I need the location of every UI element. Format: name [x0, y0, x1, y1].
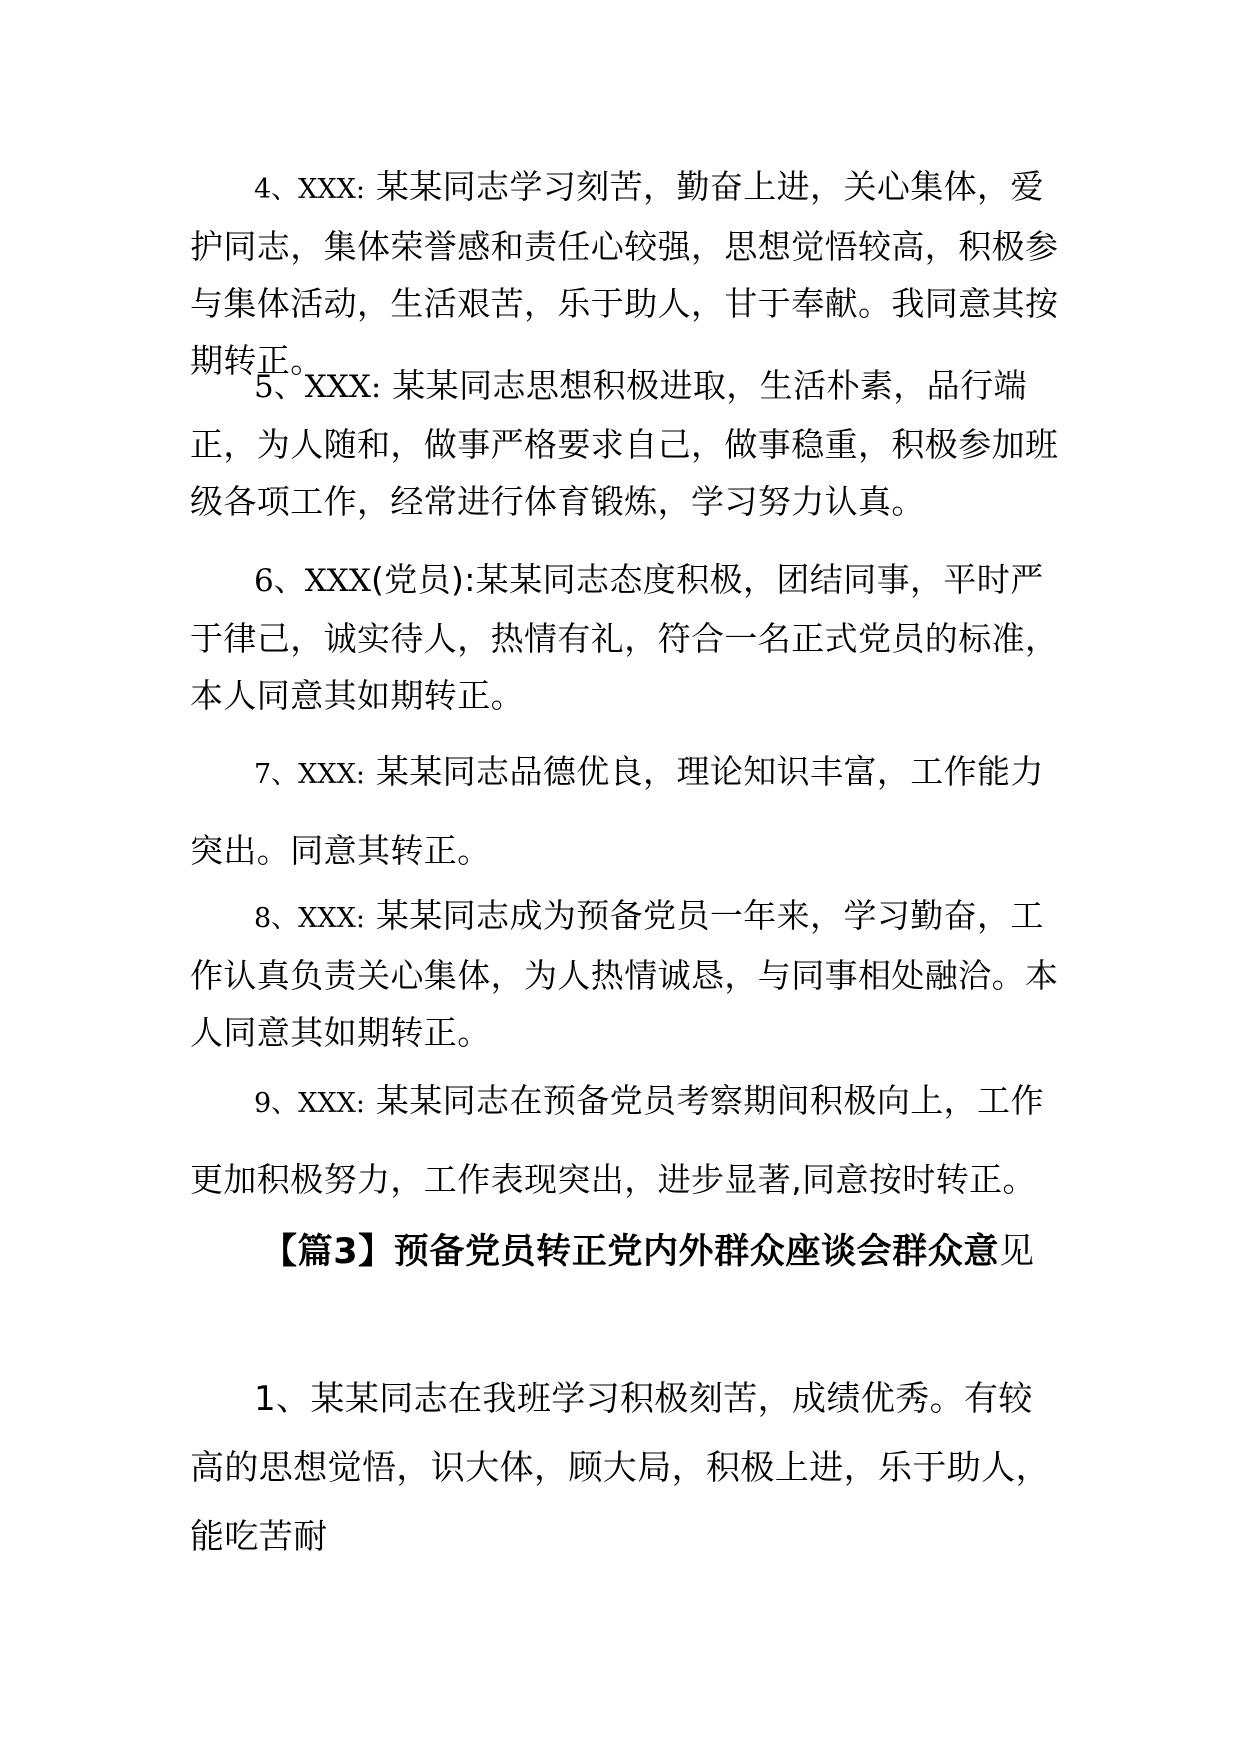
paragraph-item-9: [190, 1063, 1060, 1218]
paragraph-item-7: [190, 734, 1060, 889]
item-number: 8、XXX:: [254, 903, 365, 934]
section-heading: [190, 1215, 1060, 1290]
item-number: 7、XXX:: [254, 759, 365, 790]
paragraph-item-8: [190, 887, 1060, 1061]
section-heading-tail: 见: [998, 1232, 1035, 1272]
section-heading-main: 【篇3】预备党员转正党内外群众座谈会群众意: [262, 1232, 999, 1272]
paragraph-text: 某某同志思想积极进取，生活朴素，品行端正，为人随和，做事严格要求自己，做事稳重，积极参加班级各项工作，经常进行体育锻炼，学习努力认真。: [190, 366, 1059, 521]
item-number: 5、XXX:: [254, 369, 382, 405]
paragraph-text: 某某同志成为预备党员一年来，学习勤奋，工作认真负责关心集体，为人热情诚恳，与同事相处融洽。本人同意其如期转正。: [190, 896, 1059, 1052]
paragraph-text: 某某同志在预备党员考察期间积极向上，工作更加积极努力，工作表现突出，进步显著,同意按时转正。: [190, 1081, 1044, 1199]
paragraph-item-4: [190, 158, 1060, 389]
paragraph-text: 某某同志学习刻苦，勤奋上进，关心集体，爱护同志，集体荣誉感和责任心较强，思想觉悟较高，积极参与集体活动，生活艰苦，乐于助人，甘于奉献。我同意其按期转正。: [190, 167, 1059, 380]
item-number: 4、XXX:: [254, 174, 365, 205]
item-number: 9、XXX:: [254, 1088, 365, 1119]
paragraph-item-6: [190, 551, 1060, 724]
paragraph-text: 某某同志品德优良，理论知识丰富，工作能力突出。同意其转正。: [190, 752, 1044, 870]
paragraph-item-5: [190, 357, 1060, 530]
paragraph-opinion-1: [190, 1365, 1060, 1572]
paragraph-text: 1、某某同志在我班学习积极刻苦，成绩优秀。有较高的思想觉悟，识大体，顾大局，积极上进，乐于助人，能吃苦耐: [190, 1379, 1050, 1557]
paragraph-text: (党员):某某同志态度积极，团结同事，平时严于律己，诚实待人，热情有礼，符合一名正式党员的标准，本人同意其如期转正。: [190, 560, 1059, 715]
item-number: 6、XXX: [254, 563, 371, 599]
